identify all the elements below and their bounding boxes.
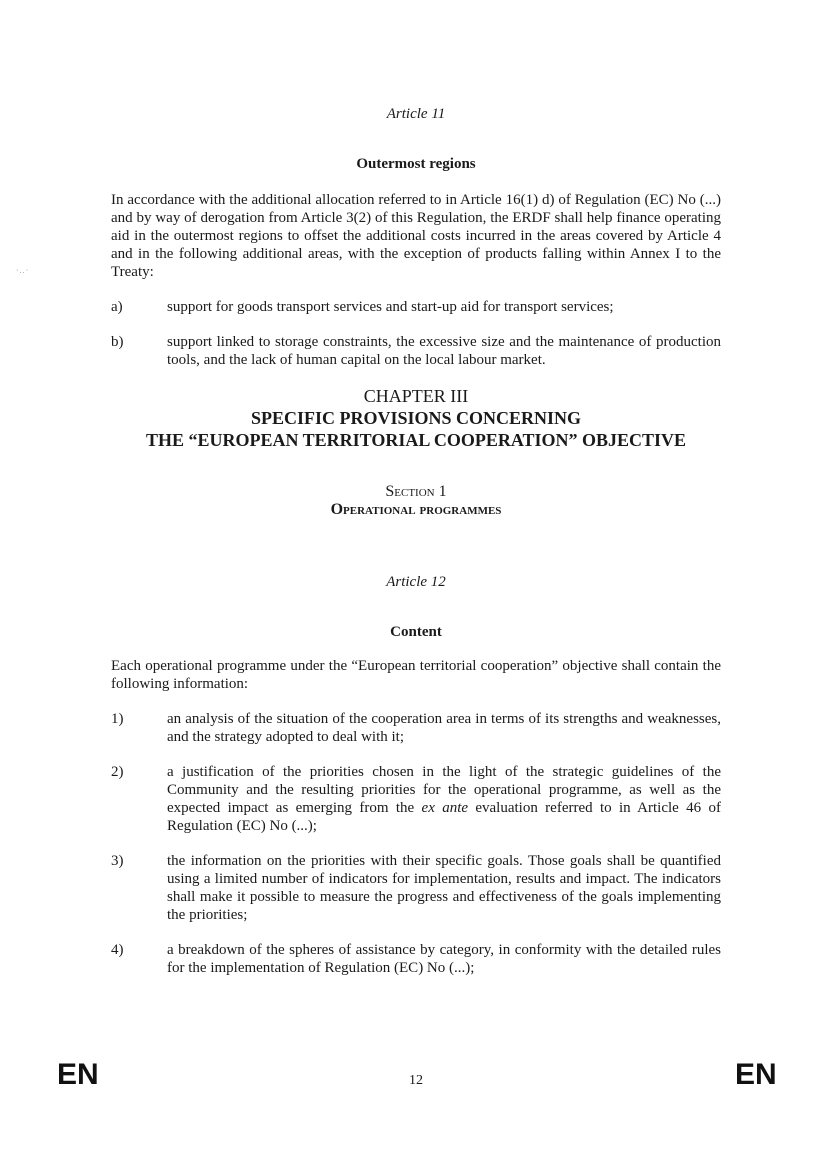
chapter-title-line-1: SPECIFIC PROVISIONS CONCERNING: [250, 408, 582, 428]
list-text: the information on the priorities with their specific goals. Those goals shall be quantified using a limited number of indicators for implementation, results and impact. The indicators shall make it possible to measure the progress and effectiveness of the goals implementing the priorities;: [167, 853, 721, 923]
chapter-heading: [0, 385, 832, 451]
chapter-title-line-2: THE “EUROPEAN TERRITORIAL COOPERATION” OBJECTIVE: [145, 430, 687, 450]
page-number: 12: [409, 1073, 423, 1088]
list-text: an analysis of the situation of the cooperation area in terms of its strengths and weaknesses, and the strategy adopted to deal with it;: [167, 711, 721, 745]
article-12-intro: Each operational programme under the “European territorial cooperation” objective shall contain the following information:: [111, 658, 721, 692]
list-marker: 3): [111, 853, 124, 869]
list-marker: 1): [111, 711, 124, 727]
chapter-label: CHAPTER III: [363, 386, 469, 406]
list-text-part: a justification of the priorities chosen in the light of the strategic guidelines of the Community and the resulting priorities for the operational programme, as well as the expected impact as emerging from the: [167, 764, 721, 816]
list-marker: a): [111, 299, 123, 315]
article-11-heading: Article 11: [386, 106, 446, 122]
section-label: Section 1: [385, 483, 447, 500]
footer-language-left: EN: [57, 1058, 99, 1091]
footer-language-right: EN: [735, 1058, 777, 1091]
list-text: a breakdown of the spheres of assistance by category, in conformity with the detailed rules for the implementation of Regulation (EC) No (...);: [167, 942, 721, 976]
article-12-heading: Article 12: [386, 574, 446, 590]
list-marker: b): [111, 334, 124, 350]
article-11-intro: In accordance with the additional allocation referred to in Article 16(1) d) of Regulation (EC) No (...) and by way of derogation from Article 3(2) of this Regulation, the ERDF shall help finance operating aid in the outermost regions to offset the additional costs incurred in the areas covered by Article 4 and in the following additional areas, with the exception of products falling within Annex I to the Treaty:: [111, 192, 721, 280]
article-11-title: Outermost regions: [356, 156, 476, 172]
list-text-part: evaluation referred to in Article 46 of Regulation (EC) No (...);: [167, 800, 721, 834]
list-marker: 2): [111, 764, 124, 780]
list-text-emphasis: ex ante: [421, 800, 469, 816]
article-12-title: Content: [390, 624, 442, 640]
section-title: Operational programmes: [330, 501, 502, 518]
list-text: [167, 763, 721, 835]
list-text: support for goods transport services and start-up aid for transport services;: [167, 299, 614, 315]
list-text: support linked to storage constraints, the excessive size and the maintenance of production tools, and the lack of human capital on the local labour market.: [167, 334, 721, 368]
list-marker: 4): [111, 942, 124, 958]
section-heading: [0, 483, 832, 519]
scan-artifact: ·..·: [16, 266, 30, 275]
